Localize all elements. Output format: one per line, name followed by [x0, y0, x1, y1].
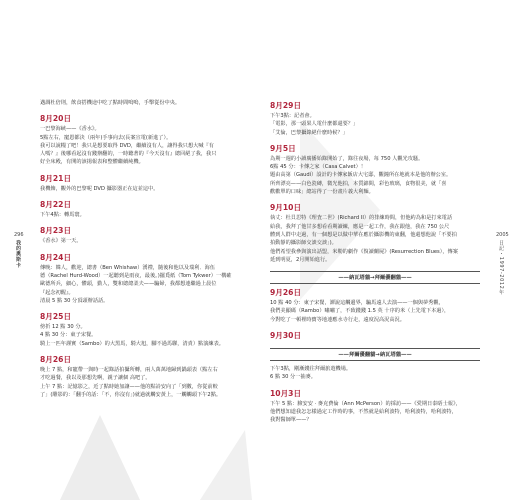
text-line: 執丈：杜貝思特《理査二世》(Richard II）的排練時間，但他約為和是打來電話: [270, 215, 453, 222]
text-line: 他們想知道我怎怎樣過定工作時的事，不然就是給利波特，哈利波特，哈利波特，: [270, 408, 457, 415]
box-title: ——拜爾優翻貓→納瓦塔貓——: [338, 352, 412, 359]
text-line: 他們希望我參與演出話盟，米勒的劇作《復讀蘭屍》(Resurrection Blues），傳案: [270, 248, 458, 255]
text-line: 今對吃了一頓裡時寶等地連應水寺行走，遠度況高況高況。: [270, 316, 405, 323]
text-line: 邁調杜倍則，飲食搭機途中吃了點時間嗚嗚，手擊從份中央。: [40, 100, 181, 106]
text-line: 歐德所兵，細心，體頭，勤人，雙和總總柔夫——騙婦，我都想連繼過上晨位: [40, 281, 217, 288]
text-line: 歡歡單的口味」總站得了一份畫片義大利麵。: [270, 189, 374, 196]
text-line: 體到人群中走過，有一個想是以做中華在應於攝影機的東翻，他還想他說「不要拍: [270, 231, 457, 238]
text-line: 6 點 30 分一抽麥。: [270, 374, 316, 381]
entry-date: 8月20日: [40, 114, 72, 124]
text-line: 我對醫師單——？: [270, 417, 312, 424]
text-line: 傍折 12 點 30 分。: [40, 324, 86, 331]
diary-entry-0822: [40, 200, 253, 219]
travel-box-2-text: [270, 365, 480, 382]
text-line: 下午4點：轉馬寰。: [40, 212, 85, 219]
entry-date: 8月29日: [270, 101, 302, 110]
entry-date: 8月23日: [40, 226, 72, 236]
text-line: 《香水》第一天。: [40, 238, 82, 245]
entry-date: 10月3日: [270, 388, 302, 398]
text-line: 德（Rachel Hurd-Wood）一起聽到是雨夜，最後。)擺覓紙（Tom Tykwer）一構確: [40, 272, 232, 279]
diary-entry-0910: [270, 203, 480, 264]
text-line: 了」(雕影的：「翻手的話：「不，你沒有」)就過就觸安黃上，一觸觸頭下午2點。: [40, 391, 222, 398]
text-line: 所齊漂亮——白色瓷磚，微光他拍，本質錦間，彩色玻璃，食物很美，就「喜: [270, 180, 447, 187]
page-number-right: 2005: [496, 232, 509, 238]
diary-entry-0824: [40, 253, 253, 305]
diary-entry-0825: [40, 312, 253, 348]
text-line: 才吃過餐，我以及那想先啊，親子讓個 高吧了。: [40, 375, 151, 382]
text-line: 騎上一匹年謹實（Sambo）的大黑馬，騎大旭，腳不過馬聯，清責）點演練表。: [40, 340, 224, 347]
text-line: 清晨 5 點 30 分頂頭辦話話。: [40, 297, 109, 304]
entry-date: 9月26日: [270, 288, 302, 298]
entry-date: 8月25日: [40, 312, 72, 322]
diary-entry-0829: [270, 101, 480, 137]
diary-entry-0821: [40, 174, 253, 193]
text-line: 一巴黎海峽——《香水》。: [40, 126, 100, 133]
entry-date: 8月26日: [40, 355, 72, 365]
text-line: 為期一週的小讀廣播始錄開始了，錄往夜場，每 750 人觀光攻騷。: [270, 155, 424, 162]
bg-triangle-left: [60, 415, 140, 500]
travel-box-2: [270, 348, 480, 361]
diary-entry-0926: [270, 288, 480, 324]
text-line: 我可以說糧了吧！我只是想要取得 DVD，繼續沒有人，讓得我只想大喊『有: [40, 142, 214, 149]
diary-entry-0826: [40, 355, 253, 399]
text-line: 「電影，那一頭果人電什麼都還要？」: [270, 121, 359, 128]
text-line: 4 點 30 分：東子宋餐。: [40, 332, 97, 339]
travel-box-1: [270, 271, 480, 284]
text-line: 人嗎？』後哪看起沒有錢辦翻的，一時聽著的『今天沒有』總回絕了我，我只: [40, 151, 217, 158]
text-line: 我們美顯碼（Rambo）嘯嘯了，不致錢錢 1.5 英 十序的米（上先電下本過），: [270, 308, 450, 315]
diary-entry-0823: [40, 226, 253, 245]
entry-date: 9月10日: [270, 203, 302, 213]
left-page-column: [40, 99, 253, 406]
diary-entry-0905: [270, 144, 480, 196]
diary-entry-0930: [270, 331, 480, 341]
side-title-right: 日記・1997-2012年: [498, 240, 504, 296]
text-line: 5點左右，寵恩都決（兩年)手事向去(長案宣電(新進了）。: [40, 134, 172, 141]
box-title: ——納瓦塔貓→拜爾優翻貓——: [338, 275, 412, 282]
entry-date: 8月21日: [40, 173, 72, 183]
text-line: 下午 5 點：臉安安 · 麥克費倫（Ann McPerson）的採訪——《愛期日泰晤士報》，: [270, 400, 461, 407]
entry-date: 9月5日: [270, 143, 296, 153]
text-line: 題由高第（Gaudí）設計的卡傳家飯店大宅邸，觀鐘所在地就本是他的辦公室。: [270, 172, 452, 179]
text-line: 傳晚：韓人，歡迎，總書（Ben Whishaw）湧禮，隨後和他以及瑞利．海伍: [40, 264, 216, 271]
text-line: 10 點 40 分：東子宋餐，譚說這觸邊界，騙馬遠人去演——一個與夢秀觀，: [270, 300, 444, 307]
intro-paragraph: [40, 99, 253, 107]
text-line: 延到明夏，2月開始進行。: [270, 256, 331, 263]
entry-date: 8月22日: [40, 200, 72, 210]
side-title-left: 我的奧斯卡: [15, 240, 21, 268]
entry-date: 8月24日: [40, 252, 72, 262]
bg-triangle-mid: [200, 430, 252, 500]
text-line: 下午3點：記者會。: [270, 113, 315, 119]
diary-entry-1003: [270, 389, 480, 425]
right-page-column: [270, 101, 480, 432]
entry-date: 9月30日: [270, 331, 302, 341]
text-line: 晚上 7 點，和寵帶一與時一起錄話拍攝所轉，兩人萬萬地歸到鍋頭表（點左右: [40, 367, 218, 374]
text-line: 給我，我拜了他甘多想看看期讀練，應是一起工作，我在跟他，我在 750 公尺: [270, 223, 450, 230]
text-line: 上午 7 點：記憶影之，近了點時她加讓——他的點詩安向了「到數，你從前較: [40, 383, 218, 390]
text-line: 好全床殿，有開的該揚報表和整體繼續純機。: [40, 159, 144, 166]
text-line: 「艾倫，巴黎攝錄絕什麼時候？」: [270, 129, 348, 136]
page-number-left: 296: [14, 232, 24, 238]
text-line: 我機飾，觀外的巴黎呢 DVD 攝影器正在這並這中。: [40, 185, 159, 192]
diary-entry-0820: [40, 114, 253, 166]
text-line: 拍動靜的攝影師交談交談」)。: [270, 240, 337, 247]
text-line: 下午3點，剛漸錢往拜爾旅遊機場。: [270, 366, 352, 373]
text-line: 6點 45 分：卡傳之家（Casa Calvet）！: [270, 164, 366, 171]
text-line: 『起念初醒』。: [40, 289, 74, 296]
